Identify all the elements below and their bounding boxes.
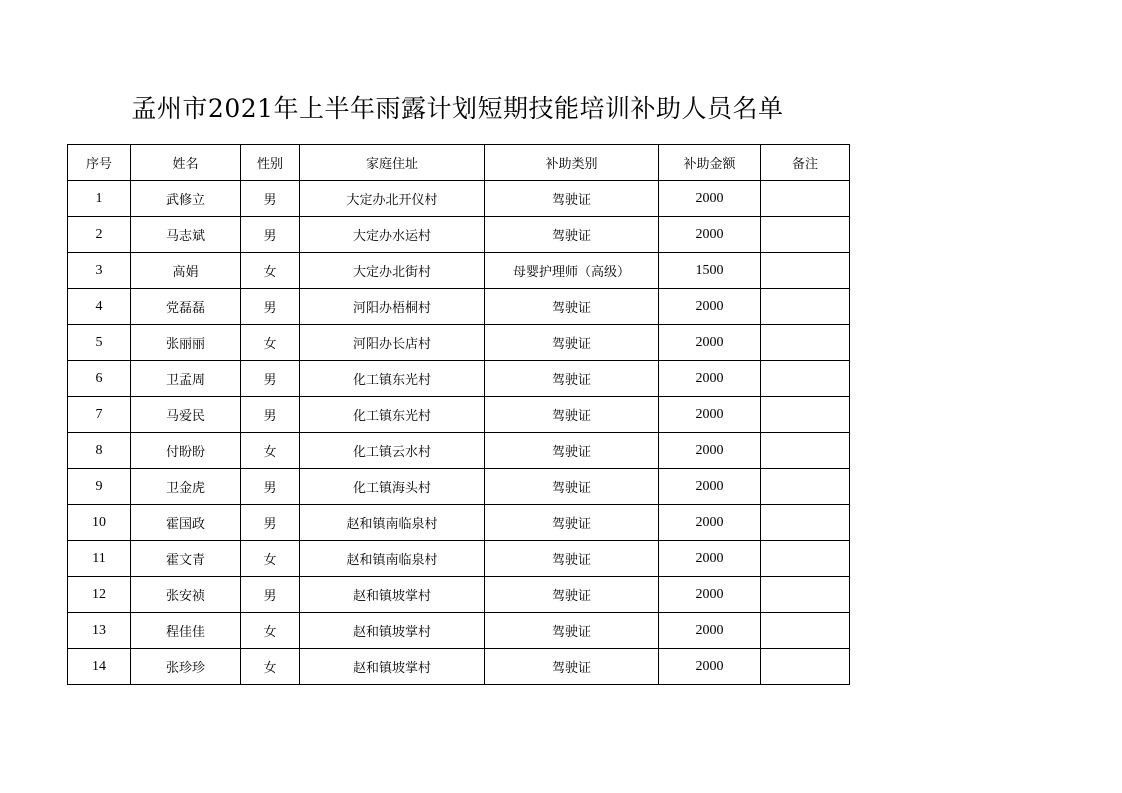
cell-gender: 男 [241, 469, 300, 505]
cell-category: 驾驶证 [485, 433, 659, 469]
cell-gender: 男 [241, 505, 300, 541]
cell-remark [761, 181, 850, 217]
cell-gender: 女 [241, 253, 300, 289]
cell-address: 化工镇海头村 [300, 469, 485, 505]
cell-amount: 2000 [659, 289, 761, 325]
cell-category: 驾驶证 [485, 577, 659, 613]
cell-amount: 2000 [659, 541, 761, 577]
cell-name: 张丽丽 [131, 325, 241, 361]
cell-category: 驾驶证 [485, 469, 659, 505]
cell-name: 党磊磊 [131, 289, 241, 325]
cell-index: 12 [68, 577, 131, 613]
cell-category: 驾驶证 [485, 361, 659, 397]
table-row [68, 577, 850, 613]
cell-index: 9 [68, 469, 131, 505]
cell-category: 驾驶证 [485, 325, 659, 361]
cell-gender: 女 [241, 649, 300, 685]
cell-address: 赵和镇南临泉村 [300, 505, 485, 541]
cell-remark [761, 361, 850, 397]
cell-gender: 女 [241, 541, 300, 577]
header-gender: 性别 [241, 145, 300, 181]
cell-amount: 1500 [659, 253, 761, 289]
cell-amount: 2000 [659, 505, 761, 541]
cell-index: 2 [68, 217, 131, 253]
cell-index: 5 [68, 325, 131, 361]
table-body [68, 181, 850, 685]
table-row [68, 289, 850, 325]
cell-remark [761, 289, 850, 325]
cell-remark [761, 541, 850, 577]
cell-gender: 女 [241, 325, 300, 361]
cell-remark [761, 505, 850, 541]
cell-address: 赵和镇坡掌村 [300, 649, 485, 685]
cell-category: 母婴护理师（高级） [485, 253, 659, 289]
header-row [68, 145, 850, 181]
cell-amount: 2000 [659, 469, 761, 505]
cell-name: 高娟 [131, 253, 241, 289]
table-row [68, 361, 850, 397]
cell-name: 霍国政 [131, 505, 241, 541]
cell-name: 霍文青 [131, 541, 241, 577]
cell-gender: 男 [241, 361, 300, 397]
cell-remark [761, 253, 850, 289]
cell-name: 程佳佳 [131, 613, 241, 649]
cell-name: 马爱民 [131, 397, 241, 433]
cell-remark [761, 613, 850, 649]
cell-gender: 男 [241, 577, 300, 613]
cell-category: 驾驶证 [485, 181, 659, 217]
table-row [68, 217, 850, 253]
cell-address: 大定办水运村 [300, 217, 485, 253]
cell-index: 14 [68, 649, 131, 685]
cell-amount: 2000 [659, 217, 761, 253]
cell-index: 3 [68, 253, 131, 289]
cell-gender: 男 [241, 217, 300, 253]
cell-address: 河阳办梧桐村 [300, 289, 485, 325]
cell-gender: 男 [241, 397, 300, 433]
cell-remark [761, 217, 850, 253]
cell-amount: 2000 [659, 577, 761, 613]
cell-remark [761, 433, 850, 469]
cell-address: 河阳办长店村 [300, 325, 485, 361]
cell-address: 赵和镇南临泉村 [300, 541, 485, 577]
header-index: 序号 [68, 145, 131, 181]
cell-gender: 女 [241, 433, 300, 469]
cell-address: 大定办北街村 [300, 253, 485, 289]
cell-index: 10 [68, 505, 131, 541]
header-amount: 补助金额 [659, 145, 761, 181]
table-row [68, 613, 850, 649]
table-row [68, 253, 850, 289]
cell-remark [761, 469, 850, 505]
cell-index: 13 [68, 613, 131, 649]
cell-gender: 女 [241, 613, 300, 649]
cell-address: 化工镇东光村 [300, 361, 485, 397]
header-address: 家庭住址 [300, 145, 485, 181]
cell-index: 8 [68, 433, 131, 469]
cell-category: 驾驶证 [485, 541, 659, 577]
header-remark: 备注 [761, 145, 850, 181]
cell-amount: 2000 [659, 613, 761, 649]
cell-category: 驾驶证 [485, 289, 659, 325]
cell-index: 4 [68, 289, 131, 325]
cell-remark [761, 325, 850, 361]
page-title: 孟州市2021年上半年雨露计划短期技能培训补助人员名单 [131, 94, 784, 123]
table-row [68, 325, 850, 361]
cell-amount: 2000 [659, 649, 761, 685]
cell-gender: 男 [241, 181, 300, 217]
cell-address: 大定办北开仪村 [300, 181, 485, 217]
cell-remark [761, 577, 850, 613]
cell-category: 驾驶证 [485, 217, 659, 253]
cell-amount: 2000 [659, 397, 761, 433]
cell-name: 张安祯 [131, 577, 241, 613]
cell-address: 化工镇云水村 [300, 433, 485, 469]
cell-category: 驾驶证 [485, 649, 659, 685]
cell-index: 11 [68, 541, 131, 577]
cell-gender: 男 [241, 289, 300, 325]
cell-name: 张珍珍 [131, 649, 241, 685]
cell-category: 驾驶证 [485, 505, 659, 541]
cell-remark [761, 397, 850, 433]
cell-category: 驾驶证 [485, 613, 659, 649]
cell-amount: 2000 [659, 361, 761, 397]
cell-address: 赵和镇坡掌村 [300, 577, 485, 613]
header-category: 补助类别 [485, 145, 659, 181]
cell-index: 6 [68, 361, 131, 397]
cell-amount: 2000 [659, 181, 761, 217]
header-name: 姓名 [131, 145, 241, 181]
table-row [68, 541, 850, 577]
cell-name: 付盼盼 [131, 433, 241, 469]
cell-index: 1 [68, 181, 131, 217]
cell-amount: 2000 [659, 325, 761, 361]
cell-name: 马志斌 [131, 217, 241, 253]
cell-name: 卫孟周 [131, 361, 241, 397]
cell-address: 化工镇东光村 [300, 397, 485, 433]
cell-index: 7 [68, 397, 131, 433]
subsidy-roster-table [67, 144, 850, 685]
table-row [68, 649, 850, 685]
cell-category: 驾驶证 [485, 397, 659, 433]
table-row [68, 397, 850, 433]
table-row [68, 181, 850, 217]
cell-name: 武修立 [131, 181, 241, 217]
cell-amount: 2000 [659, 433, 761, 469]
table-row [68, 433, 850, 469]
cell-remark [761, 649, 850, 685]
cell-address: 赵和镇坡掌村 [300, 613, 485, 649]
cell-name: 卫金虎 [131, 469, 241, 505]
table-row [68, 505, 850, 541]
table-row [68, 469, 850, 505]
table-header [68, 145, 850, 181]
